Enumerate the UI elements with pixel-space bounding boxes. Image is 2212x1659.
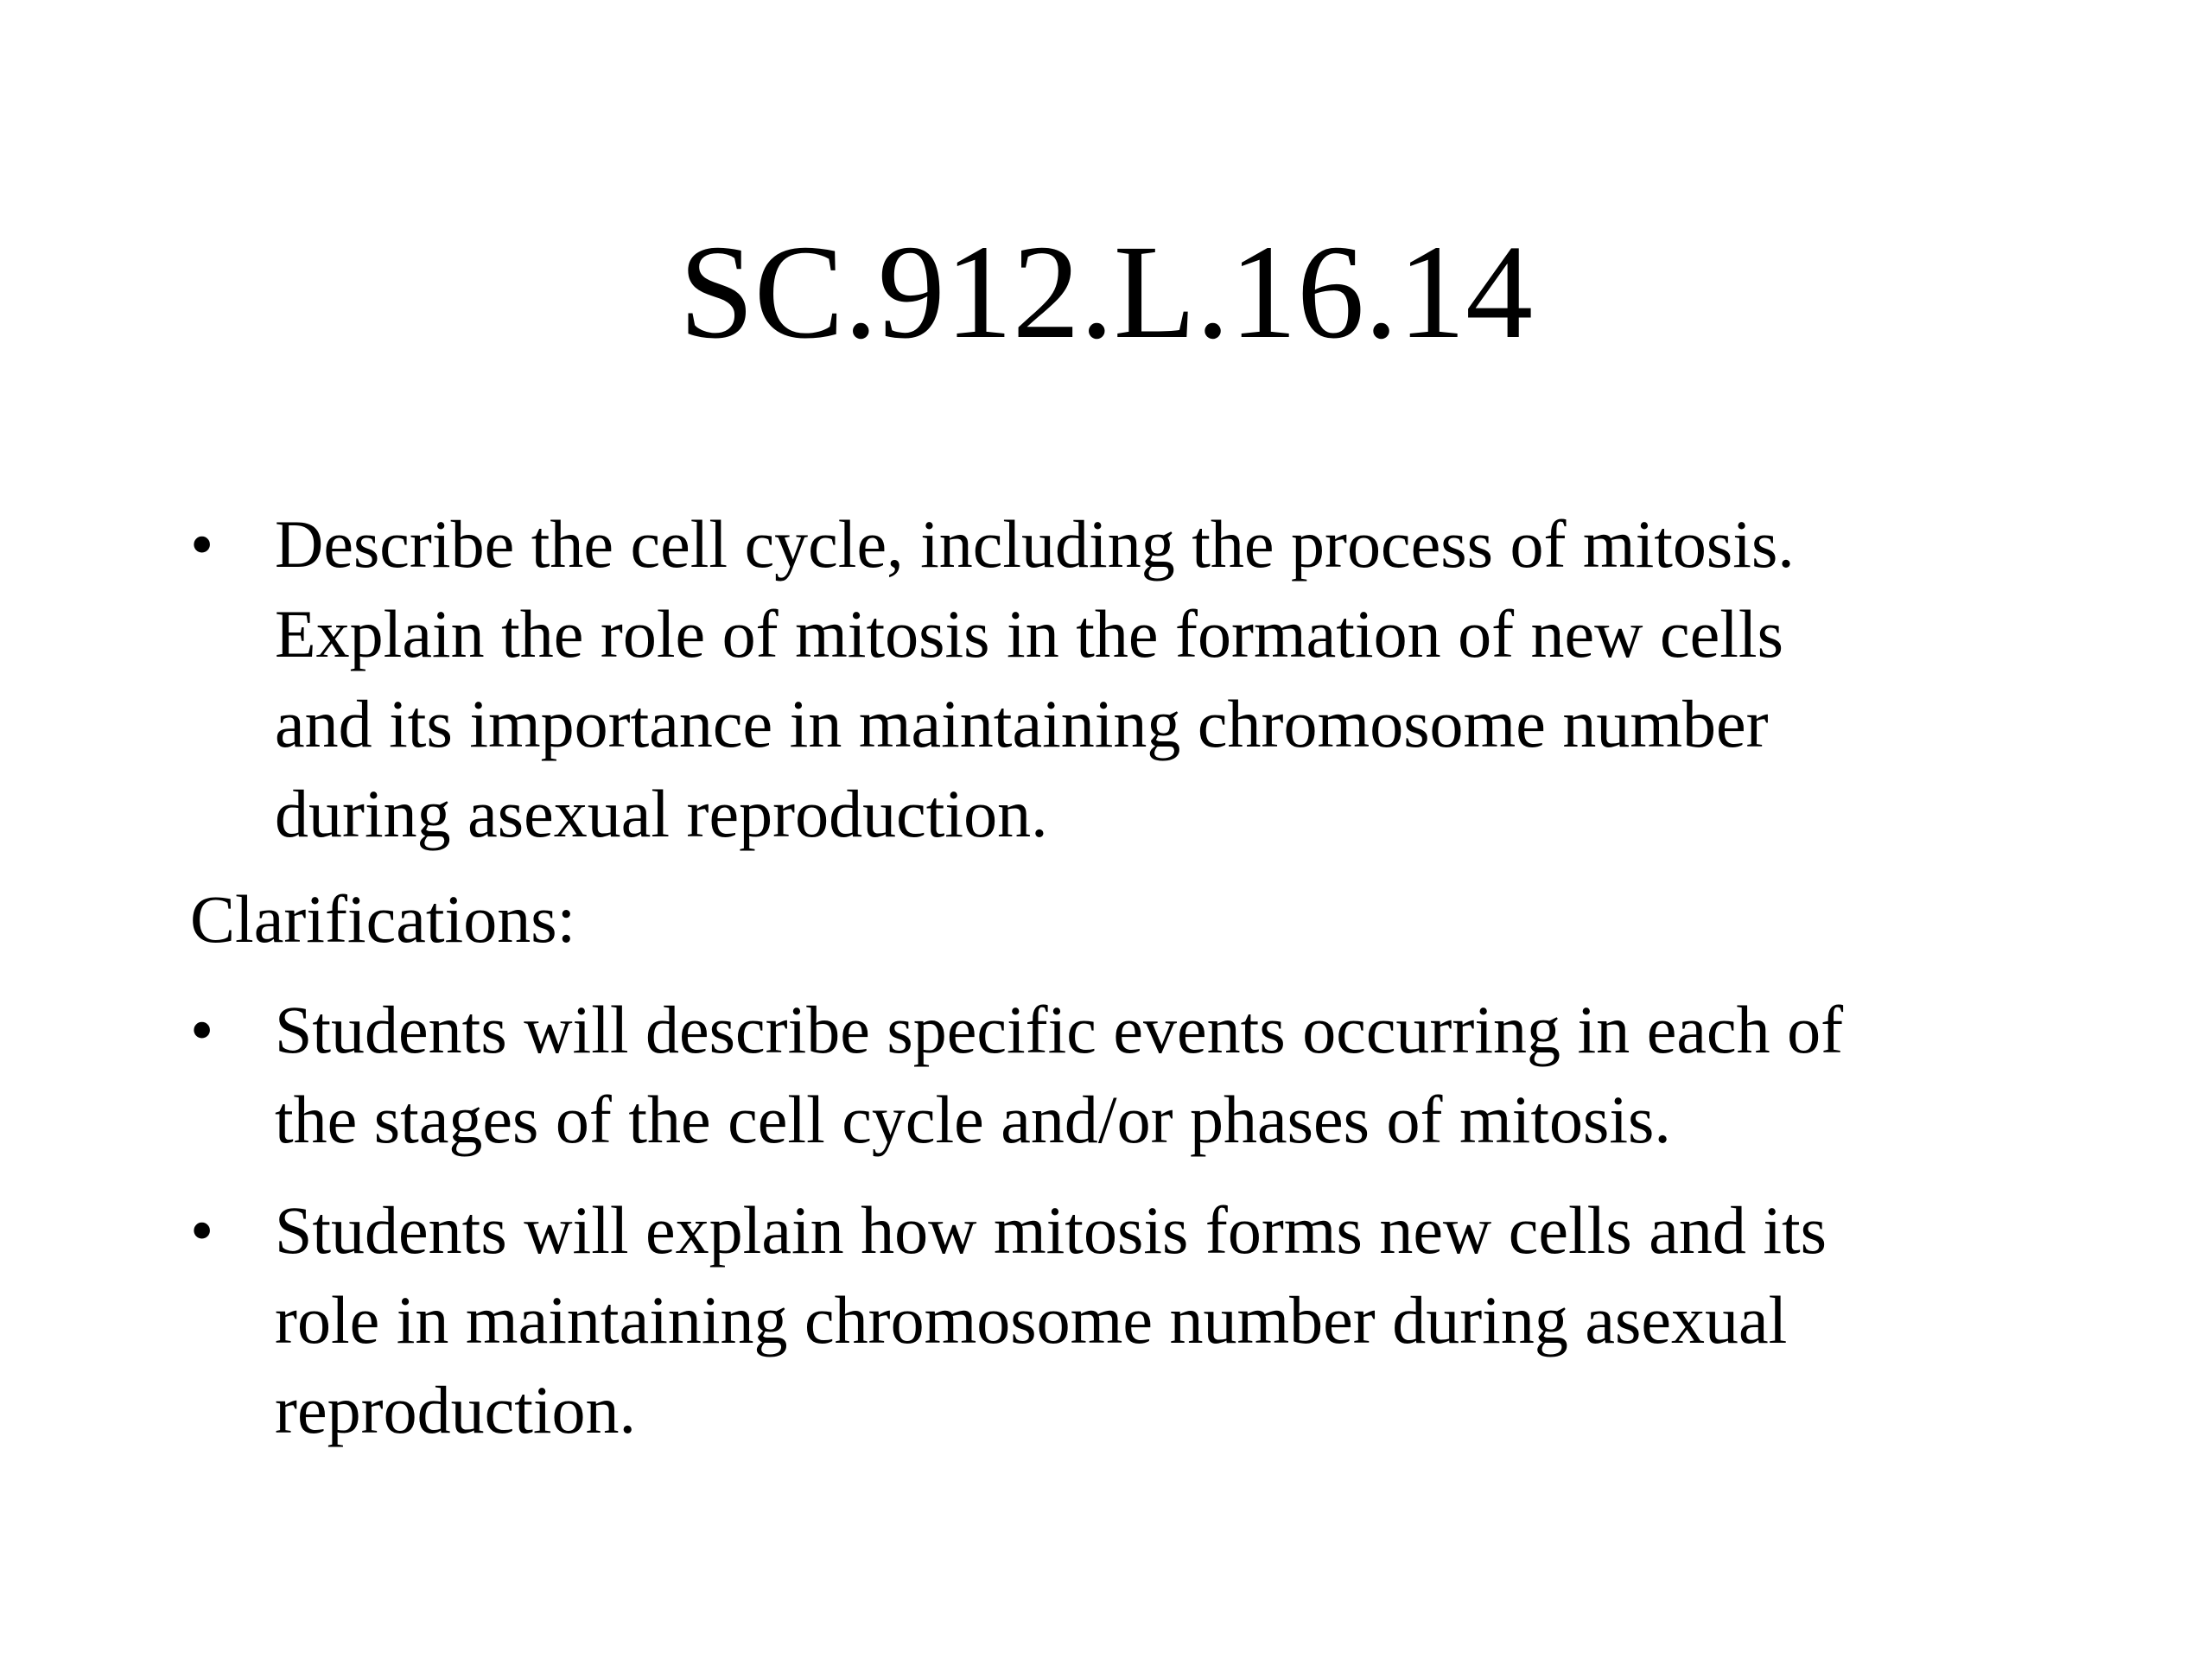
bullet-line: Describe the cell cycle, including the process of mitosis. [275, 506, 1795, 582]
bullet-marker: • [190, 506, 214, 582]
bullet-line: Students will describe specific events occurring in each of [275, 992, 1844, 1067]
bullet-item [190, 499, 2091, 859]
bullet-item [190, 1185, 2091, 1455]
bullet-line: the stages of the cell cycle and/or phases of mitosis. [275, 1082, 1671, 1157]
bullet-line: Explain the role of mitosis in the formation of new cells [275, 596, 1783, 671]
bullet-line: during asexual reproduction. [275, 776, 1048, 851]
bullet-marker: • [190, 1192, 214, 1268]
bullet-marker: • [190, 992, 214, 1067]
slide-title: SC.912.L.16.14 [678, 217, 1534, 366]
clarifications-label: Clarifications: [190, 881, 576, 957]
bullet-item [190, 985, 2091, 1165]
bullet-line: and its importance in maintaining chromosome number [275, 686, 1769, 761]
slide-body [190, 499, 2091, 1455]
bullet-line: reproduction. [275, 1372, 637, 1447]
bullet-line: Students will explain how mitosis forms new cells and its [275, 1192, 1827, 1268]
bullet-line: role in maintaining chromosome number during asexual [275, 1282, 1788, 1357]
